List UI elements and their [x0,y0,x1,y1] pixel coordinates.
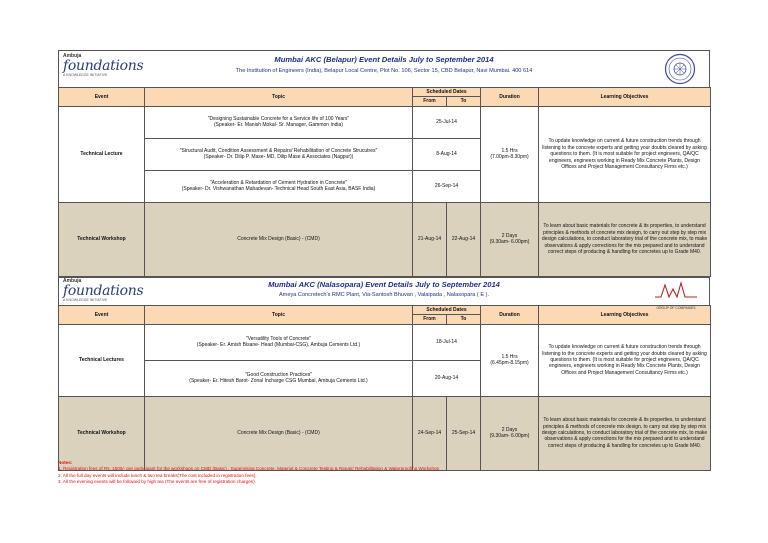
ameya-logo-icon [653,281,699,301]
note-item: 3. All the evening events will be followed by high tea (The events are free of registration charges). [58,479,256,485]
topic-cell: "Acceleration & Retardation of Cement Hydration in Concrete" (Speaker- Dr. Vishwanathan Mahadevan- Technical Head South East Asia, BASF India) [145,170,413,202]
col-topic: Topic [145,305,413,324]
note-item: 2. All the full day events will include lunch & two tea breaks(The cost included in registration fees). [58,472,257,478]
col-from: From [413,97,447,106]
date-cell: 8-Aug-14 [413,138,481,170]
section2-table [58,305,711,471]
objective-cell: To update knowledge on current & future construction trends through listening to the concrete experts and getting your doubts cleared by asking questions to them. (It is most suitable for project engineers, QA/QC engineers, engineers working in Ready Mix Concrete Plants, Design Offices and Project Management Consultancy Firms etc.) [539,106,711,202]
note-item: 1. Registration fees of Rs. 1500/- per participant for the workshops on CMD (Basic) , Supervising Concrete, Material & Concrete Testing & Repair/ Rehabilitation & Waterproofing Workshop [58,466,440,472]
event-cell: Technical Lectures [59,324,145,396]
col-to: To [447,315,481,324]
col-objectives: Learning Objectives [539,305,711,324]
col-event: Event [59,305,145,324]
topic-cell: "Designing Sustainable Concrete for a Service life of 100 Years" (Speaker- Er. Manish Mokal- Sr. Manager, Gammon India) [145,106,413,138]
date-to-cell: 22-Aug-14 [447,202,481,276]
col-scheduled: Scheduled Dates [413,88,481,97]
topic-cell: "Versatility Tools of Concrete" (Speaker- Er. Amish Bisane- Head (Mumbai-CSG), Ambuja Cements Ltd.) [145,324,413,360]
duration-cell: 2 Days (9.30am- 6.00pm) [481,396,539,470]
col-duration: Duration [481,305,539,324]
section1-table [58,87,711,277]
col-topic: Topic [145,88,413,107]
event-sheet [58,50,710,471]
section1-venue: The Institution of Engineers (India), Belapur Local Centre, Plot No. 106, Sector 15, CBD Belapur, Navi Mumbai. 400 614 [235,68,533,74]
ambuja-foundations-logo: Ambuja foundations A KNOWLEDGE INITIATIVE [63,277,144,302]
section1-title: Mumbai AKC (Belapur) Event Details July to September 2014 [274,55,494,64]
col-event: Event [59,88,145,107]
table-row [59,106,711,138]
topic-cell: Concrete Mix Design (Basic) - (CMD) [145,202,413,276]
institution-seal-icon [663,53,697,85]
col-scheduled: Scheduled Dates [413,305,481,314]
topic-cell: Concrete Mix Design (Basic) - (CMD) [145,396,413,470]
date-to-cell: 25-Sep-14 [447,396,481,470]
col-to: To [447,97,481,106]
duration-cell: 1.5 Hrs (6.45pm-8.15pm) [481,324,539,396]
event-cell: Technical Workshop [59,202,145,276]
notes-label: Notes: [58,460,73,465]
event-cell: Technical Workshop [59,396,145,470]
date-cell: 26-Sep-14 [413,170,481,202]
table-row [59,324,711,360]
ambuja-foundations-logo: Ambuja foundations A KNOWLEDGE INITIATIVE [63,53,144,77]
objective-cell: To learn about basic materials for concrete & its properties, to understand principles & methods of concrete mix design, to carry out step by step mix design calculations, to conduct laboratory trial of the concrete mix, to make observations & apply corrections for the mix prepared and to understand correct steps of producing & handling for concretes up to Grade M40. [539,202,711,276]
topic-cell: "Good Construction Practices" (Speaker- Er. Hitesh Barot- Zonal Incharge CSG Mumbai, Ambuja Cements Ltd.) [145,360,413,396]
notes [58,460,439,486]
section2-title: Mumbai AKC (Nalasopara) Event Details July to September 2014 [268,279,500,289]
col-duration: Duration [481,88,539,107]
duration-cell: 2 Days (9.30am- 6.00pm) [481,202,539,276]
section1-header [58,50,710,87]
date-cell: 25-Jul-14 [413,106,481,138]
duration-cell: 1.5 Hrs (7.00pm-8.30pm) [481,106,539,202]
section2-venue: Ameya Concretech's RMC Plant, Via-Santosh Bhuvan , Valaipada , Nalasopara ( E ). [278,291,490,298]
objective-cell: To update knowledge on current & future construction trends through listening to the concrete experts and getting your doubts cleared by asking questions to them. (It is most suitable for project engineers, QA/QC engineers, engineers working in Ready Mix Concrete Plants, Design Offices and Project Management Consultancy Firms etc.) [539,324,711,396]
date-cell: 18-Jul-14 [413,324,481,360]
topic-cell: "Structural Audit, Condition Assessment & Repairs/ Rehabilitation of Concrete Strucutres" (Speaker- Dr. Dilip P. Mase- MD, Dilip Mase & Associates (Nagpur)) [145,138,413,170]
col-from: From [413,315,447,324]
date-from-cell: 21-Aug-14 [413,202,447,276]
date-cell: 20-Aug-14 [413,360,481,396]
date-from-cell: 24-Sep-14 [413,396,447,470]
event-cell: Technical Lecture [59,106,145,202]
col-objectives: Learning Objectives [539,88,711,107]
table-row [59,202,711,276]
ameya-group-logo: GROUP OF COMPANIES [653,281,699,311]
objective-cell: To learn about basic materials for concrete & its properties, to understand principles & methods of concrete mix design, to carry out step by step mix design calculations, to conduct laboratory trial of the concrete mix, to make observations & apply corrections for the mix prepared and to understand correct steps of producing & handling for concretes up to Grade M40. [539,396,711,470]
